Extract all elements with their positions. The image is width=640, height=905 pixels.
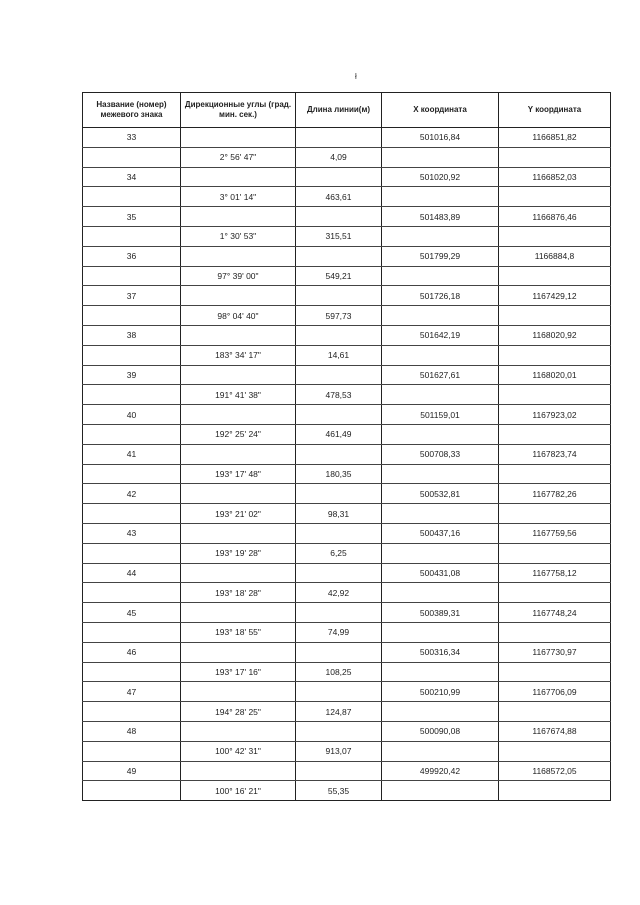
cell-y: 1166876,46	[499, 207, 611, 227]
cell-mark-name: 43	[83, 523, 181, 543]
table-row	[83, 702, 611, 722]
table-row	[83, 603, 611, 623]
cell-length: 315,51	[296, 226, 382, 246]
cell-x: 499920,42	[382, 761, 499, 781]
cell-angle	[181, 642, 296, 662]
table-row	[83, 167, 611, 187]
cell-mark-name	[83, 741, 181, 761]
cell-angle	[181, 484, 296, 504]
cell-y	[499, 306, 611, 326]
cell-y	[499, 266, 611, 286]
cell-angle: 2° 56' 47"	[181, 147, 296, 167]
cell-mark-name: 46	[83, 642, 181, 662]
cell-angle	[181, 761, 296, 781]
cell-mark-name	[83, 504, 181, 524]
cell-angle: 183° 34' 17"	[181, 345, 296, 365]
table-row	[83, 187, 611, 207]
cell-angle: 100° 42' 31"	[181, 741, 296, 761]
cell-mark-name	[83, 702, 181, 722]
cell-y	[499, 781, 611, 801]
cell-x	[382, 226, 499, 246]
table-row	[83, 523, 611, 543]
cell-length: 913,07	[296, 741, 382, 761]
cell-x: 500210,99	[382, 682, 499, 702]
table-row	[83, 226, 611, 246]
cell-x: 500389,31	[382, 603, 499, 623]
cell-mark-name	[83, 345, 181, 365]
cell-y: 1167759,56	[499, 523, 611, 543]
table-row	[83, 563, 611, 583]
cell-length: 180,35	[296, 464, 382, 484]
cell-y	[499, 385, 611, 405]
cell-angle: 194° 28' 25"	[181, 702, 296, 722]
cell-mark-name	[83, 147, 181, 167]
cell-x	[382, 147, 499, 167]
cell-y: 1167758,12	[499, 563, 611, 583]
table-row	[83, 504, 611, 524]
cell-x	[382, 583, 499, 603]
cell-mark-name	[83, 662, 181, 682]
cell-length: 124,87	[296, 702, 382, 722]
cell-angle	[181, 721, 296, 741]
cell-y: 1167923,02	[499, 405, 611, 425]
cell-y	[499, 345, 611, 365]
table-row	[83, 306, 611, 326]
boundary-coordinates-table	[82, 92, 611, 801]
cell-x: 501483,89	[382, 207, 499, 227]
table-row	[83, 365, 611, 385]
cell-y: 1167748,24	[499, 603, 611, 623]
cell-y: 1167782,26	[499, 484, 611, 504]
cell-angle	[181, 286, 296, 306]
cell-angle: 192° 25' 24"	[181, 424, 296, 444]
cell-x: 500090,08	[382, 721, 499, 741]
cell-angle: 98° 04' 40"	[181, 306, 296, 326]
table-row	[83, 444, 611, 464]
cell-length	[296, 405, 382, 425]
cell-x: 501642,19	[382, 325, 499, 345]
cell-angle	[181, 365, 296, 385]
table-row	[83, 147, 611, 167]
table-row	[83, 761, 611, 781]
cell-length	[296, 128, 382, 148]
table-row	[83, 464, 611, 484]
cell-y	[499, 622, 611, 642]
cell-angle: 191° 41' 38"	[181, 385, 296, 405]
cell-angle	[181, 444, 296, 464]
header-length: Длина линии(м)	[296, 93, 382, 128]
cell-length: 4,09	[296, 147, 382, 167]
cell-length	[296, 167, 382, 187]
cell-y	[499, 464, 611, 484]
cell-x: 501016,84	[382, 128, 499, 148]
cell-mark-name: 49	[83, 761, 181, 781]
cell-y	[499, 504, 611, 524]
cell-angle	[181, 682, 296, 702]
cell-x: 501799,29	[382, 246, 499, 266]
cell-angle	[181, 523, 296, 543]
cell-y	[499, 583, 611, 603]
cell-length	[296, 761, 382, 781]
table-row	[83, 583, 611, 603]
cell-x: 500431,08	[382, 563, 499, 583]
table-row	[83, 781, 611, 801]
cell-angle	[181, 128, 296, 148]
cell-mark-name	[83, 306, 181, 326]
cell-mark-name: 36	[83, 246, 181, 266]
cell-mark-name	[83, 622, 181, 642]
cell-y	[499, 424, 611, 444]
cell-mark-name	[83, 187, 181, 207]
cell-angle: 193° 19' 28"	[181, 543, 296, 563]
cell-y: 1167429,12	[499, 286, 611, 306]
cell-length	[296, 721, 382, 741]
cell-angle: 193° 18' 55"	[181, 622, 296, 642]
cell-angle: 100° 16' 21"	[181, 781, 296, 801]
cell-angle: 193° 17' 16"	[181, 662, 296, 682]
header-x: X координата	[382, 93, 499, 128]
cell-length: 42,92	[296, 583, 382, 603]
cell-mark-name: 33	[83, 128, 181, 148]
table-row	[83, 662, 611, 682]
table-row	[83, 543, 611, 563]
cell-x: 500708,33	[382, 444, 499, 464]
cell-mark-name: 39	[83, 365, 181, 385]
cell-angle	[181, 246, 296, 266]
cell-mark-name: 48	[83, 721, 181, 741]
cell-x	[382, 622, 499, 642]
cell-length: 461,49	[296, 424, 382, 444]
cell-x	[382, 543, 499, 563]
cell-angle: 3° 01' 14"	[181, 187, 296, 207]
cell-x	[382, 702, 499, 722]
table-row	[83, 484, 611, 504]
cell-y: 1166851,82	[499, 128, 611, 148]
cell-angle	[181, 167, 296, 187]
cell-y: 1168020,01	[499, 365, 611, 385]
cell-length	[296, 642, 382, 662]
cell-y	[499, 702, 611, 722]
cell-length	[296, 365, 382, 385]
cell-mark-name	[83, 385, 181, 405]
cell-mark-name	[83, 543, 181, 563]
cell-length	[296, 563, 382, 583]
cell-x	[382, 464, 499, 484]
table-row	[83, 424, 611, 444]
cell-y	[499, 226, 611, 246]
header-y: Y координата	[499, 93, 611, 128]
cell-length	[296, 325, 382, 345]
cell-mark-name: 44	[83, 563, 181, 583]
cell-y: 1166884,8	[499, 246, 611, 266]
cell-mark-name	[83, 781, 181, 801]
cell-length	[296, 246, 382, 266]
cell-length: 478,53	[296, 385, 382, 405]
table-row	[83, 345, 611, 365]
cell-x	[382, 385, 499, 405]
cell-x	[382, 662, 499, 682]
cell-angle	[181, 207, 296, 227]
cell-length: 549,21	[296, 266, 382, 286]
cell-mark-name: 37	[83, 286, 181, 306]
cell-length: 108,25	[296, 662, 382, 682]
cell-x: 500316,34	[382, 642, 499, 662]
cell-length	[296, 603, 382, 623]
cell-y: 1167674,88	[499, 721, 611, 741]
cell-angle	[181, 563, 296, 583]
table-row	[83, 622, 611, 642]
cell-angle: 193° 17' 48"	[181, 464, 296, 484]
cell-x	[382, 741, 499, 761]
cell-length: 463,61	[296, 187, 382, 207]
cell-y: 1167706,09	[499, 682, 611, 702]
header-name: Название (номер) межевого знака	[83, 93, 181, 128]
cell-y: 1168020,92	[499, 325, 611, 345]
cell-y: 1168572,05	[499, 761, 611, 781]
cell-mark-name	[83, 226, 181, 246]
header-angle: Дирекционные углы (град. мин. сек.)	[181, 93, 296, 128]
cell-length: 55,35	[296, 781, 382, 801]
cell-mark-name: 34	[83, 167, 181, 187]
cell-y	[499, 662, 611, 682]
cell-x	[382, 424, 499, 444]
cell-mark-name	[83, 266, 181, 286]
cell-length: 74,99	[296, 622, 382, 642]
cell-length	[296, 444, 382, 464]
cell-angle: 1° 30' 53"	[181, 226, 296, 246]
cell-x: 501020,92	[382, 167, 499, 187]
cell-length	[296, 484, 382, 504]
table-row	[83, 128, 611, 148]
cell-angle: 193° 18' 28"	[181, 583, 296, 603]
cell-x: 501627,61	[382, 365, 499, 385]
table-row	[83, 385, 611, 405]
cell-x	[382, 345, 499, 365]
cell-mark-name: 41	[83, 444, 181, 464]
table-row	[83, 682, 611, 702]
cell-x	[382, 266, 499, 286]
cell-angle: 193° 21' 02"	[181, 504, 296, 524]
cell-length: 6,25	[296, 543, 382, 563]
cell-y: 1166852,03	[499, 167, 611, 187]
cell-mark-name: 40	[83, 405, 181, 425]
cell-x	[382, 306, 499, 326]
cell-angle: 97° 39' 00"	[181, 266, 296, 286]
cell-y	[499, 187, 611, 207]
cell-y	[499, 741, 611, 761]
table-row	[83, 286, 611, 306]
cell-x: 501159,01	[382, 405, 499, 425]
cell-mark-name	[83, 464, 181, 484]
cell-x: 501726,18	[382, 286, 499, 306]
table-row	[83, 642, 611, 662]
cell-mark-name	[83, 424, 181, 444]
cell-x: 500532,81	[382, 484, 499, 504]
cell-angle	[181, 325, 296, 345]
table-row	[83, 266, 611, 286]
cell-angle	[181, 603, 296, 623]
cell-length	[296, 207, 382, 227]
table-row	[83, 405, 611, 425]
cell-mark-name	[83, 583, 181, 603]
cell-x	[382, 504, 499, 524]
cell-length	[296, 286, 382, 306]
cell-length: 597,73	[296, 306, 382, 326]
table-row	[83, 207, 611, 227]
cell-angle	[181, 405, 296, 425]
cell-y: 1167823,74	[499, 444, 611, 464]
table-row	[83, 721, 611, 741]
cell-y	[499, 147, 611, 167]
table-row	[83, 325, 611, 345]
cell-length	[296, 523, 382, 543]
cell-length	[296, 682, 382, 702]
cell-mark-name: 35	[83, 207, 181, 227]
cell-mark-name: 47	[83, 682, 181, 702]
cell-mark-name: 38	[83, 325, 181, 345]
cell-length: 98,31	[296, 504, 382, 524]
cell-y	[499, 543, 611, 563]
table-row	[83, 741, 611, 761]
cell-mark-name: 42	[83, 484, 181, 504]
cell-length: 14,61	[296, 345, 382, 365]
table-header-row	[83, 93, 611, 128]
table-row	[83, 246, 611, 266]
cell-x: 500437,16	[382, 523, 499, 543]
cell-x	[382, 781, 499, 801]
cell-y: 1167730,97	[499, 642, 611, 662]
cell-mark-name: 45	[83, 603, 181, 623]
page-mark: ł	[355, 72, 357, 81]
cell-x	[382, 187, 499, 207]
